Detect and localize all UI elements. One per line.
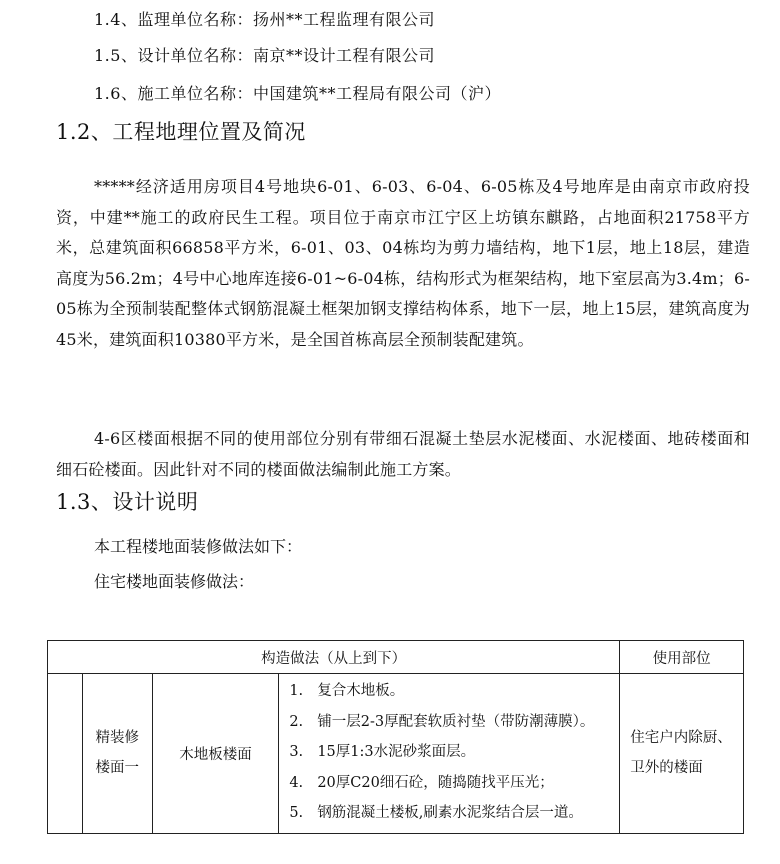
construction-steps-list: [289, 676, 619, 829]
step-number: 1.: [289, 683, 304, 699]
unit-line-design: 1.5、设计单位名称：南京**设计工程有限公司: [94, 46, 435, 65]
usage-line: 卫外的楼面: [630, 760, 703, 777]
table-cell-category: [82, 674, 152, 834]
list-item: [289, 768, 619, 799]
usage-line: 住宅户内除厨、: [630, 730, 732, 747]
step-number: 4.: [289, 774, 304, 791]
step-text: 铺一层2-3厚配套软质衬垫（带防潮薄膜）。: [317, 713, 595, 730]
step-text: 复合木地板。: [317, 683, 405, 699]
floor-finish-table: [47, 640, 744, 834]
table-header-construction: 构造做法（从上到下）: [48, 641, 620, 674]
table-cell-blank: [48, 674, 83, 834]
floor-types-paragraph: 4-6区楼面根据不同的使用部位分别有带细石混凝土垫层水泥楼面、水泥楼面、地砖楼面和细石砼楼面。因此针对不同的楼面做法编制此施工方案。: [56, 429, 750, 479]
category-line: 楼面一: [95, 760, 140, 777]
project-overview-paragraph: *****经济适用房项目4号地块6-01、6-03、6-04、6-05栋及4号地库是由南京市政府投资，中建**施工的政府民生工程。项目位于南京市江宁区上坊镇东麒路，占地面积21758平方米，总建筑面积66858平方米，6-01、03、04栋均为剪力墙结构，地下1层，地上18层，建造高度为56.2m；4号中心地库连接6-01~6-04栋，结构形式为框架结构，地下室层高为3.4m；6-05栋为全预制装配整体式钢筋混凝土框架加钢支撑结构体系，地下一层，地上15层，建筑高度为45米，建筑面积10380平方米，是全国首栋高层全预制装配建筑。: [56, 177, 750, 349]
list-item: [289, 707, 619, 738]
unit-line-construction: 1.6、施工单位名称：中国建筑**工程局有限公司（沪）: [94, 84, 501, 103]
table-cell-steps: [279, 674, 620, 834]
residential-floor-line: 住宅楼地面装修做法：: [94, 572, 255, 591]
table-header-usage: 使用部位: [620, 641, 744, 674]
table-cell-usage: [620, 674, 744, 834]
design-intro-line: 本工程楼地面装修做法如下：: [94, 537, 303, 556]
list-item: [289, 737, 619, 768]
step-number: 3.: [289, 744, 304, 760]
table-row: [48, 674, 744, 834]
list-item: [289, 676, 619, 707]
table-header-row: [48, 641, 744, 674]
list-item: [289, 798, 619, 829]
step-text: 15厚1:3水泥砂浆面层。: [317, 744, 476, 760]
unit-line-supervision: 1.4、监理单位名称：扬州**工程监理有限公司: [94, 10, 435, 29]
step-text: 钢筋混凝土楼板,刷素水泥浆结合层一道。: [317, 805, 583, 821]
step-text: 20厚C20细石砼，随捣随找平压光；: [317, 774, 554, 791]
section-heading-1-3: 1.3、设计说明: [56, 490, 199, 514]
step-number: 2.: [289, 713, 304, 730]
category-line: 精装修: [95, 730, 140, 747]
table-cell-floor-type: 木地板楼面: [152, 674, 279, 834]
section-heading-1-2: 1.2、工程地理位置及简况: [56, 120, 306, 144]
step-number: 5.: [289, 805, 304, 821]
